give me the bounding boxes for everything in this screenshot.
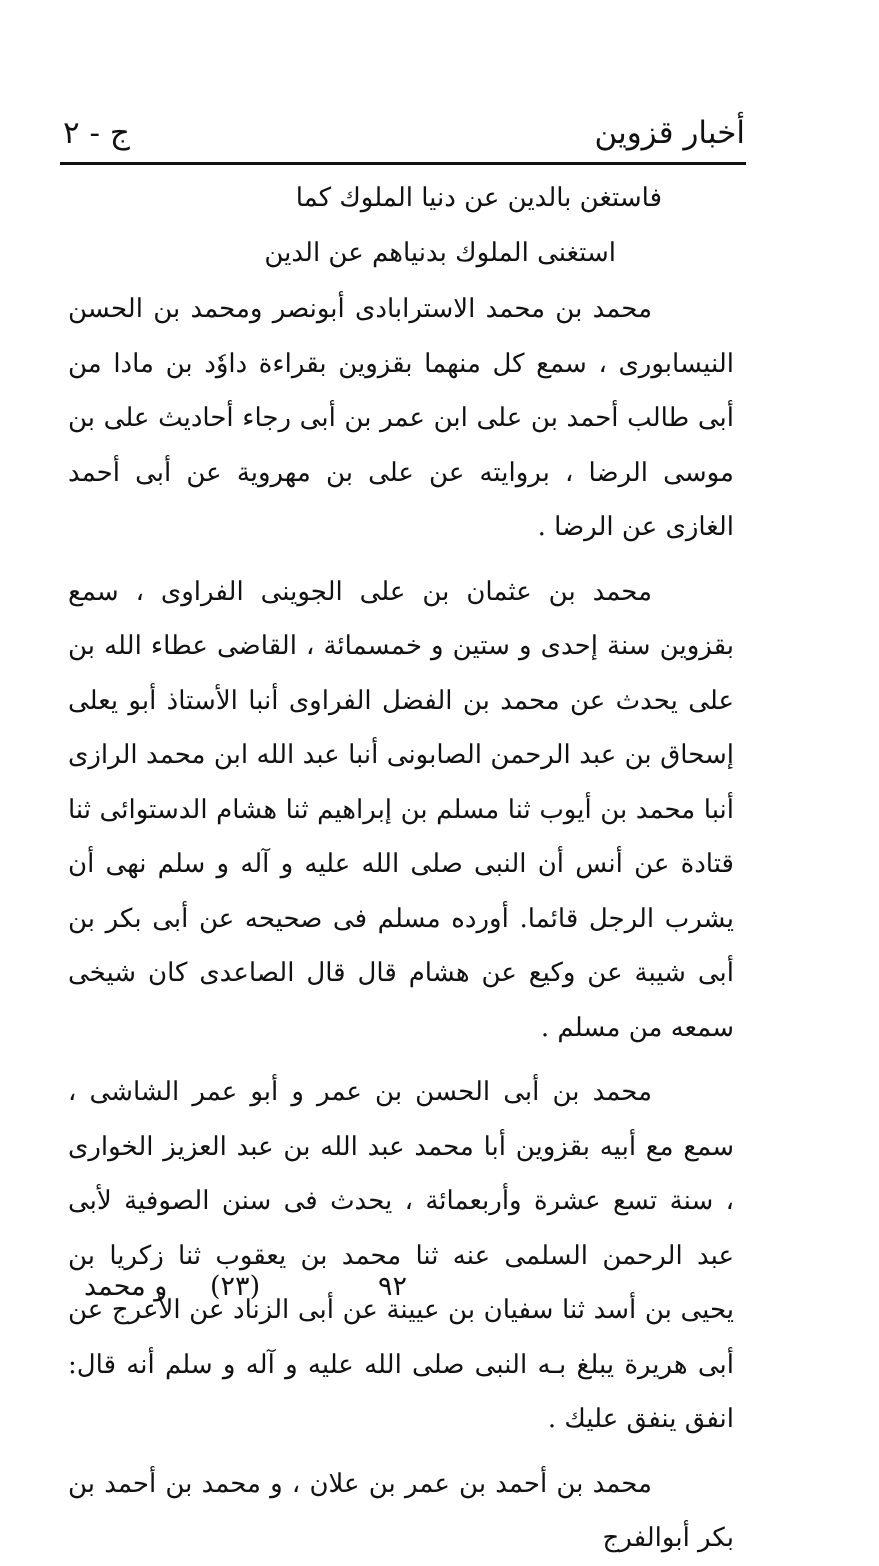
running-title: أخبار قزوين — [594, 115, 745, 151]
header-rule — [60, 162, 746, 165]
body-text — [68, 171, 734, 1566]
signature-number: (٢٣) — [210, 1271, 261, 1302]
running-header — [55, 108, 745, 158]
verse-line-2: استغنى الملوك بدنياهم عن الدين — [264, 237, 616, 268]
catchword: و محمد — [84, 1271, 168, 1302]
paragraph-1: محمد بن محمد الاسترابادى أبونصر ومحمد بن الحسن النيسابورى ، سمع كل منهما بقزوين بقراءة داوٗد بن مادا من أبى طالب أحمد بن على ابن عمر بن أبى رجاء أحاديث على بن موسى الرضا ، بروايته عن على بن مهروية عن أبى أحمد الغازى عن الرضا . — [68, 294, 734, 542]
paragraph-2: محمد بن عثمان بن على الجوينى الفراوى ، سمع بقزوين سنة إحدى و ستين و خمسمائة ، القاضى عطاء الله بن على يحدث عن محمد بن الفضل الفراوى أنبا الأستاذ أبو يعلى إسحاق بن عبد الرحمن الصابونى أنبا عبد الله ابن محمد الرازى أنبا محمد بن أيوب ثنا مسلم بن إبراهيم ثنا هشام الدستوائى ثنا قتادة عن أنس أن النبى صلى الله عليه و آله و سلم نهى أن يشرب الرجل قائما. أورده مسلم فى صحيحه عن أبى بكر بن أبى شيبة عن وكيع عن هشام قال قال الصاعدى كان شيخى سمعه من مسلم . — [68, 576, 735, 1043]
verse-line-1: فاستغن بالدين عن دنيا الملوك كما — [295, 183, 662, 213]
paragraph-3: محمد بن أبى الحسن بن عمر و أبو عمر الشاشى ، سمع مع أبيه بقزوين أبا محمد عبد الله بن عبد العزيز الخوارى ، سنة تسع عشرة وأربعمائة ، يحدث فى سنن الصوفية لأبى عبد الرحمن السلمى عنه ثنا محمد بن يعقوب ثنا زكريا بن يحيى بن أسد ثنا سفيان بن عيينة عن أبى الزناد عن الأعرج عن أبى هريرة يبلغ بـه النبى صلى الله عليه و آله و سلم أنه قال: انفق ينفق عليك . — [68, 1077, 735, 1434]
page-number: ٩٢ — [378, 1271, 408, 1302]
volume-number: ج - ٢ — [63, 115, 130, 151]
paragraph-4: محمد بن أحمد بن عمر بن علان ، و محمد بن أحمد بن بكر أبوالفرج — [68, 1468, 734, 1553]
page-footer — [60, 1262, 750, 1312]
